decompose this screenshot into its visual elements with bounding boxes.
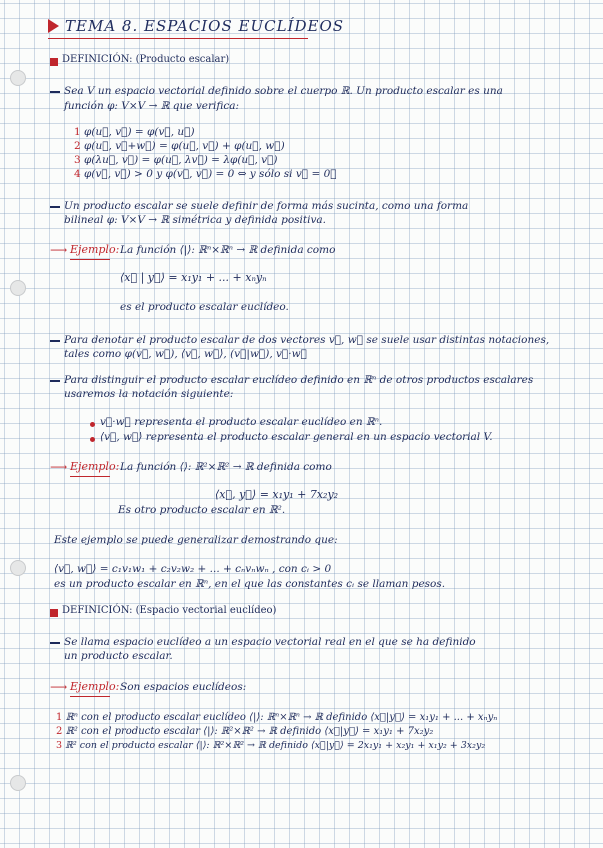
binder-hole bbox=[10, 280, 26, 296]
binder-hole bbox=[10, 560, 26, 576]
property-number: 1 bbox=[74, 126, 81, 138]
dash-icon bbox=[50, 340, 60, 342]
dash-icon bbox=[50, 206, 60, 208]
definition-text: función φ: V×V → ℝ que verifica: bbox=[64, 100, 240, 112]
example-text: Son espacios euclídeos: bbox=[120, 681, 247, 693]
dash-icon bbox=[50, 380, 60, 382]
bullet-dot-icon bbox=[90, 422, 95, 427]
dash-icon bbox=[50, 91, 60, 93]
example-text: Es otro producto escalar en ℝ². bbox=[118, 504, 286, 516]
property-number: 3 bbox=[74, 154, 81, 166]
item-text: ℝⁿ con el producto escalar euclídeo ⟨|⟩: ℝⁿ×ℝⁿ → ℝ definido ⟨x⃗|y⃗⟩ = x₁y₁ + ... + xₙyₙ bbox=[65, 712, 498, 723]
example-text: La función ⟨⟩: ℝ²×ℝ² → ℝ definida como bbox=[120, 461, 332, 473]
generalize-text: es un producto escalar en ℝⁿ, en el que las constantes cᵢ se llaman pesos. bbox=[54, 578, 446, 590]
property-text: φ(u⃗, v⃗+w⃗) = φ(u⃗, v⃗) + φ(u⃗, w⃗) bbox=[84, 140, 285, 152]
remark-text: bilineal φ: V×V → ℝ simétrica y definida positiva. bbox=[64, 214, 326, 226]
example-label: Ejemplo: bbox=[70, 460, 120, 473]
example-formula: ⟨x⃗ | y⃗⟩ = x₁y₁ + ... + xₙyₙ bbox=[120, 271, 267, 284]
example-formula: ⟨x⃗, y⃗⟩ = x₁y₁ + 7x₂y₂ bbox=[215, 488, 339, 501]
definition-square-icon bbox=[50, 58, 58, 66]
example-underline bbox=[70, 259, 110, 260]
item-number: 1 bbox=[56, 712, 63, 723]
property-number: 4 bbox=[74, 168, 81, 180]
property-text: φ(λu⃗, v⃗) = φ(u⃗, λv⃗) = λφ(u⃗, v⃗) bbox=[84, 154, 278, 166]
binder-hole bbox=[10, 775, 26, 791]
definition-square-icon bbox=[50, 609, 58, 617]
item-text: ℝ² con el producto escalar ⟨|⟩: ℝ²×ℝ² → ℝ definido ⟨x⃗|y⃗⟩ = 2x₁y₁ + x₂y₁ + x₁y₂ + 3x₂y₂ bbox=[65, 740, 486, 751]
distinguish-text: usaremos la notación siguiente: bbox=[64, 388, 234, 400]
definition-text: un producto escalar. bbox=[64, 650, 173, 662]
title-underline bbox=[48, 38, 308, 39]
item-number: 2 bbox=[56, 726, 63, 737]
example-text: La función ⟨|⟩: ℝⁿ×ℝⁿ → ℝ definida como bbox=[120, 244, 336, 256]
example-text: es el producto escalar euclídeo. bbox=[120, 301, 289, 313]
bullet-text: ⟨v⃗, w⃗⟩ representa el producto escalar general en un espacio vectorial V. bbox=[100, 431, 493, 443]
bullet-text: v⃗·w⃗ representa el producto escalar euclídeo en ℝⁿ. bbox=[100, 416, 383, 428]
definition-heading: DEFINICIÓN: (Producto escalar) bbox=[62, 54, 230, 65]
generalize-formula: ⟨v⃗, w⃗⟩ = c₁v₁w₁ + c₂v₂w₂ + ... + cₙvₙwₙ , con cᵢ > 0 bbox=[54, 563, 332, 575]
example-arrow-icon: ⟶ bbox=[50, 460, 68, 474]
example-arrow-icon: ⟶ bbox=[50, 243, 68, 257]
definition-text: Se llama espacio euclídeo a un espacio vectorial real en el que se ha definido bbox=[64, 636, 476, 648]
definition-heading: DEFINICIÓN: (Espacio vectorial euclídeo) bbox=[62, 605, 277, 616]
example-label: Ejemplo: bbox=[70, 243, 120, 256]
example-arrow-icon: ⟶ bbox=[50, 680, 68, 694]
remark-text: Un producto escalar se suele definir de forma más sucinta, como una forma bbox=[64, 200, 469, 212]
page-title-row bbox=[48, 17, 344, 35]
binder-hole bbox=[10, 70, 26, 86]
item-text: ℝ² con el producto escalar ⟨|⟩: ℝ²×ℝ² → ℝ definido ⟨x⃗|y⃗⟩ = x₁y₁ + 7x₂y₂ bbox=[65, 726, 434, 737]
page-title: TEMA 8. ESPACIOS EUCLÍDEOS bbox=[65, 17, 345, 35]
property-text: φ(u⃗, v⃗) = φ(v⃗, u⃗) bbox=[84, 126, 195, 138]
property-number: 2 bbox=[74, 140, 81, 152]
title-triangle-icon bbox=[48, 19, 59, 33]
property-text: φ(v⃗, v⃗) > 0 y φ(v⃗, v⃗) = 0 ⇔ y sólo si v⃗ = 0⃗ bbox=[84, 168, 337, 180]
notation-text: tales como φ(v⃗, w⃗), ⟨v⃗, w⃗⟩, (v⃗|w⃗), v⃗·w⃗ bbox=[64, 348, 307, 360]
distinguish-text: Para distinguir el producto escalar euclídeo definido en ℝⁿ de otros productos escalares bbox=[64, 374, 534, 386]
example-underline bbox=[70, 696, 110, 697]
definition-text: Sea V un espacio vectorial definido sobre el cuerpo ℝ. Un producto escalar es una bbox=[64, 85, 503, 97]
dash-icon bbox=[50, 642, 60, 644]
example-underline bbox=[70, 476, 110, 477]
notation-text: Para denotar el producto escalar de dos vectores v⃗, w⃗ se suele usar distintas notaciones, bbox=[64, 334, 550, 346]
item-number: 3 bbox=[56, 740, 63, 751]
bullet-dot-icon bbox=[90, 437, 95, 442]
generalize-text: Este ejemplo se puede generalizar demostrando que: bbox=[54, 534, 338, 546]
example-label: Ejemplo: bbox=[70, 680, 120, 693]
